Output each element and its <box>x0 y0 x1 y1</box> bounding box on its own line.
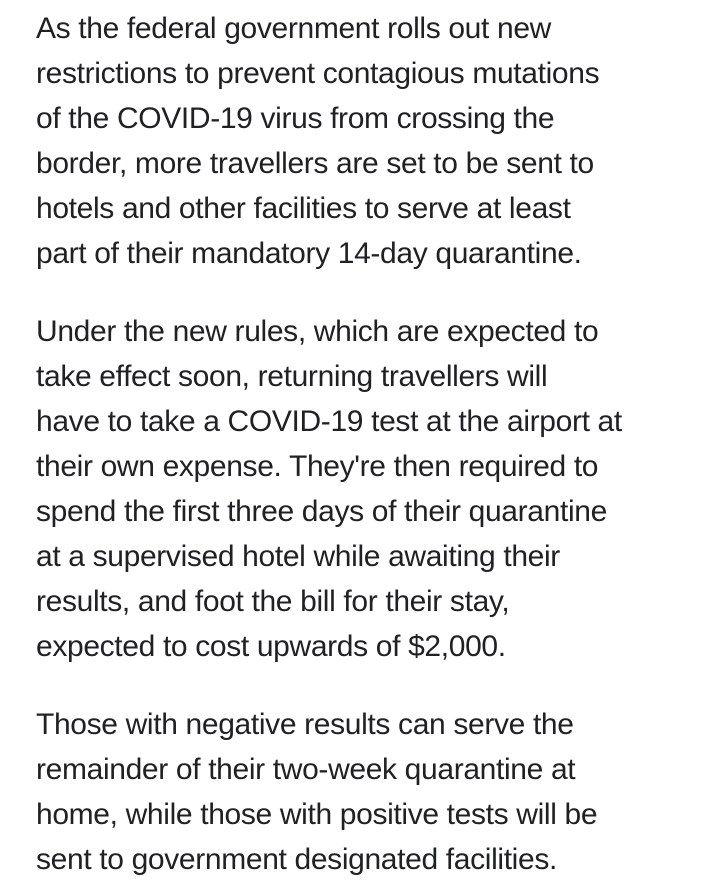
text-line: have to take a COVID-19 test at the airport at <box>36 405 622 438</box>
text-line: at a supervised hotel while awaiting their <box>36 540 560 573</box>
text-line: hotels and other facilities to serve at least <box>36 192 571 225</box>
text-line: Those with negative results can serve the <box>36 708 574 741</box>
text-line: sent to government designated facilities. <box>36 843 557 876</box>
text-line: Under the new rules, which are expected to <box>36 315 599 348</box>
text-line: As the federal government rolls out new <box>36 12 551 45</box>
text-line: home, while those with positive tests will be <box>36 798 598 831</box>
text-line: spend the first three days of their quarantine <box>36 495 607 528</box>
text-line: remainder of their two-week quarantine at <box>36 753 576 786</box>
text-line: expected to cost upwards of $2,000. <box>36 630 506 663</box>
paragraph-3 <box>36 702 712 882</box>
text-line: of the COVID-19 virus from crossing the <box>36 102 555 135</box>
text-line: their own expense. They're then required to <box>36 450 599 483</box>
text-line: take effect soon, returning travellers will <box>36 360 548 393</box>
article-body <box>36 6 712 882</box>
text-line: results, and foot the bill for their stay, <box>36 585 510 618</box>
paragraph-2 <box>36 309 712 669</box>
paragraph-1 <box>36 6 712 276</box>
text-line: border, more travellers are set to be sent to <box>36 147 594 180</box>
text-line: restrictions to prevent contagious mutations <box>36 57 600 90</box>
text-line: part of their mandatory 14-day quarantine. <box>36 237 582 270</box>
